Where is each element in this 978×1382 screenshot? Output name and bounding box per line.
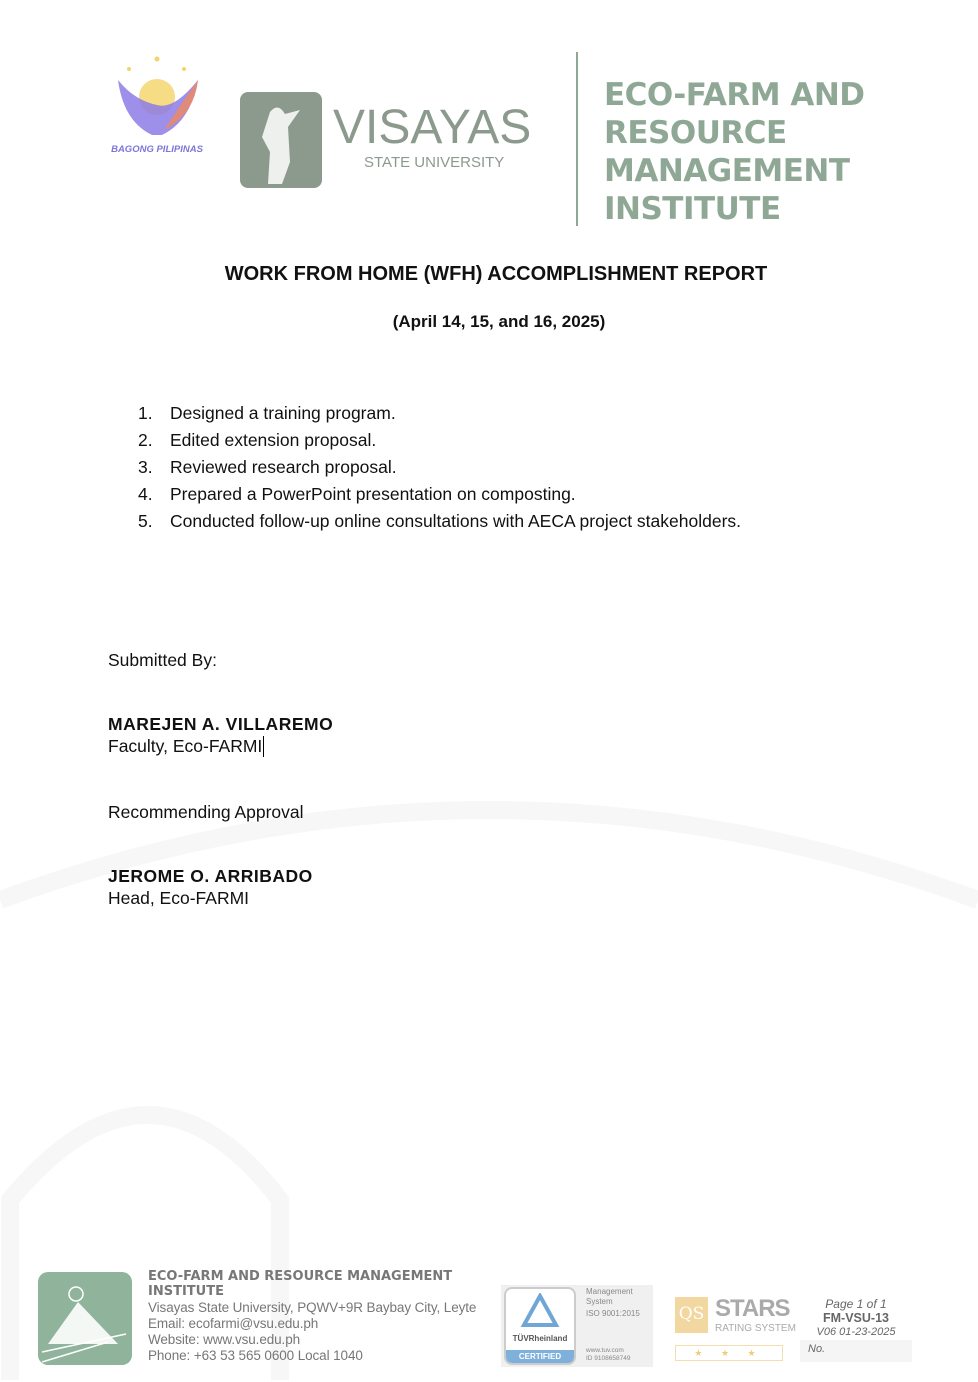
bagong-pilipinas-logo [104, 55, 210, 155]
tuv-certification-badge [501, 1285, 653, 1367]
list-item [138, 403, 741, 430]
header-divider [576, 52, 578, 226]
footer-org-name: ECO-FARM AND RESOURCE MANAGEMENT [148, 1269, 453, 1284]
list-item [138, 430, 741, 457]
tuv-brand: TÜVRheinland [512, 1334, 568, 1343]
item-text: Prepared a PowerPoint presentation on composting. [170, 484, 576, 504]
bagong-pilipinas-label: BAGONG PILIPINAS [111, 144, 203, 155]
qs-star-rating: ★ ★ ★ [675, 1345, 783, 1361]
recommending-approval-label: Recommending Approval [108, 802, 304, 822]
approver-title: Head, Eco-FARMI [108, 888, 250, 908]
item-number: 4. [138, 484, 153, 504]
tuv-iso: ISO 9001:2015 [586, 1309, 640, 1318]
vsu-wordmark: VISAYAS [333, 101, 532, 154]
tuv-triangle-icon [520, 1293, 560, 1329]
item-text: Edited extension proposal. [170, 430, 377, 450]
institute-line: INSTITUTE [604, 191, 781, 227]
item-text: Conducted follow-up online consultations with AECA project stakeholders. [170, 511, 742, 531]
item-text: Reviewed research proposal. [170, 457, 397, 477]
ecofarmi-logo-icon [38, 1272, 132, 1365]
qs-stars-badge [675, 1295, 796, 1363]
form-version: V06 01-23-2025 [816, 1326, 896, 1338]
qs-rating-text: RATING SYSTEM [715, 1323, 796, 1334]
footer-phone: Phone: +63 53 565 0600 Local 1040 [148, 1348, 363, 1363]
tuv-system: Management System [586, 1287, 633, 1306]
form-info [800, 1297, 912, 1362]
institute-line: MANAGEMENT [604, 153, 850, 189]
vsu-logo [240, 90, 550, 190]
footer-contact [148, 1269, 493, 1364]
footer-org-name: INSTITUTE [148, 1284, 224, 1299]
submitter-title[interactable]: Faculty, Eco-FARMI [108, 736, 263, 756]
list-item [138, 484, 741, 511]
vsu-wordmark-sub: STATE UNIVERSITY [364, 154, 505, 171]
institute-name [604, 76, 865, 228]
institute-line: RESOURCE [604, 115, 787, 151]
qs-stars-text: STARS [715, 1295, 790, 1322]
form-code: FM-VSU-13 [823, 1311, 889, 1325]
item-text: Designed a training program. [170, 403, 396, 423]
report-dates: (April 14, 15, and 16, 2025) [392, 312, 606, 331]
footer-address: Visayas State University, PQWV+9R Baybay City, Leyte [148, 1300, 477, 1315]
vsu-emblem-icon [240, 92, 322, 188]
footer-website: Website: www.vsu.edu.ph [148, 1332, 301, 1347]
qs-logo-icon: QS [675, 1297, 708, 1333]
tuv-certified: CERTIFIED [506, 1350, 574, 1363]
item-number: 1. [138, 403, 153, 423]
form-no-field: No. [800, 1340, 912, 1362]
accomplishment-list [138, 403, 741, 538]
item-number: 5. [138, 511, 153, 531]
tuv-web: www.tuv.com [586, 1347, 624, 1354]
bagong-pilipinas-emblem-icon [104, 55, 210, 135]
footer-email: Email: ecofarmi@vsu.edu.ph [148, 1316, 319, 1331]
item-number: 3. [138, 457, 153, 477]
item-number: 2. [138, 430, 153, 450]
tuv-id: ID 9108658749 [586, 1355, 631, 1362]
institute-line: ECO-FARM AND [604, 77, 865, 113]
list-item [138, 457, 741, 484]
submitter-name: MAREJEN A. VILLAREMO [108, 714, 334, 734]
report-title: WORK FROM HOME (WFH) ACCOMPLISHMENT REPORT [224, 263, 768, 285]
tuv-logo [504, 1287, 576, 1365]
list-item [138, 511, 741, 538]
page-number: Page 1 of 1 [825, 1297, 887, 1311]
submitted-by-label: Submitted By: [108, 650, 217, 670]
approver-name: JEROME O. ARRIBADO [108, 866, 313, 886]
